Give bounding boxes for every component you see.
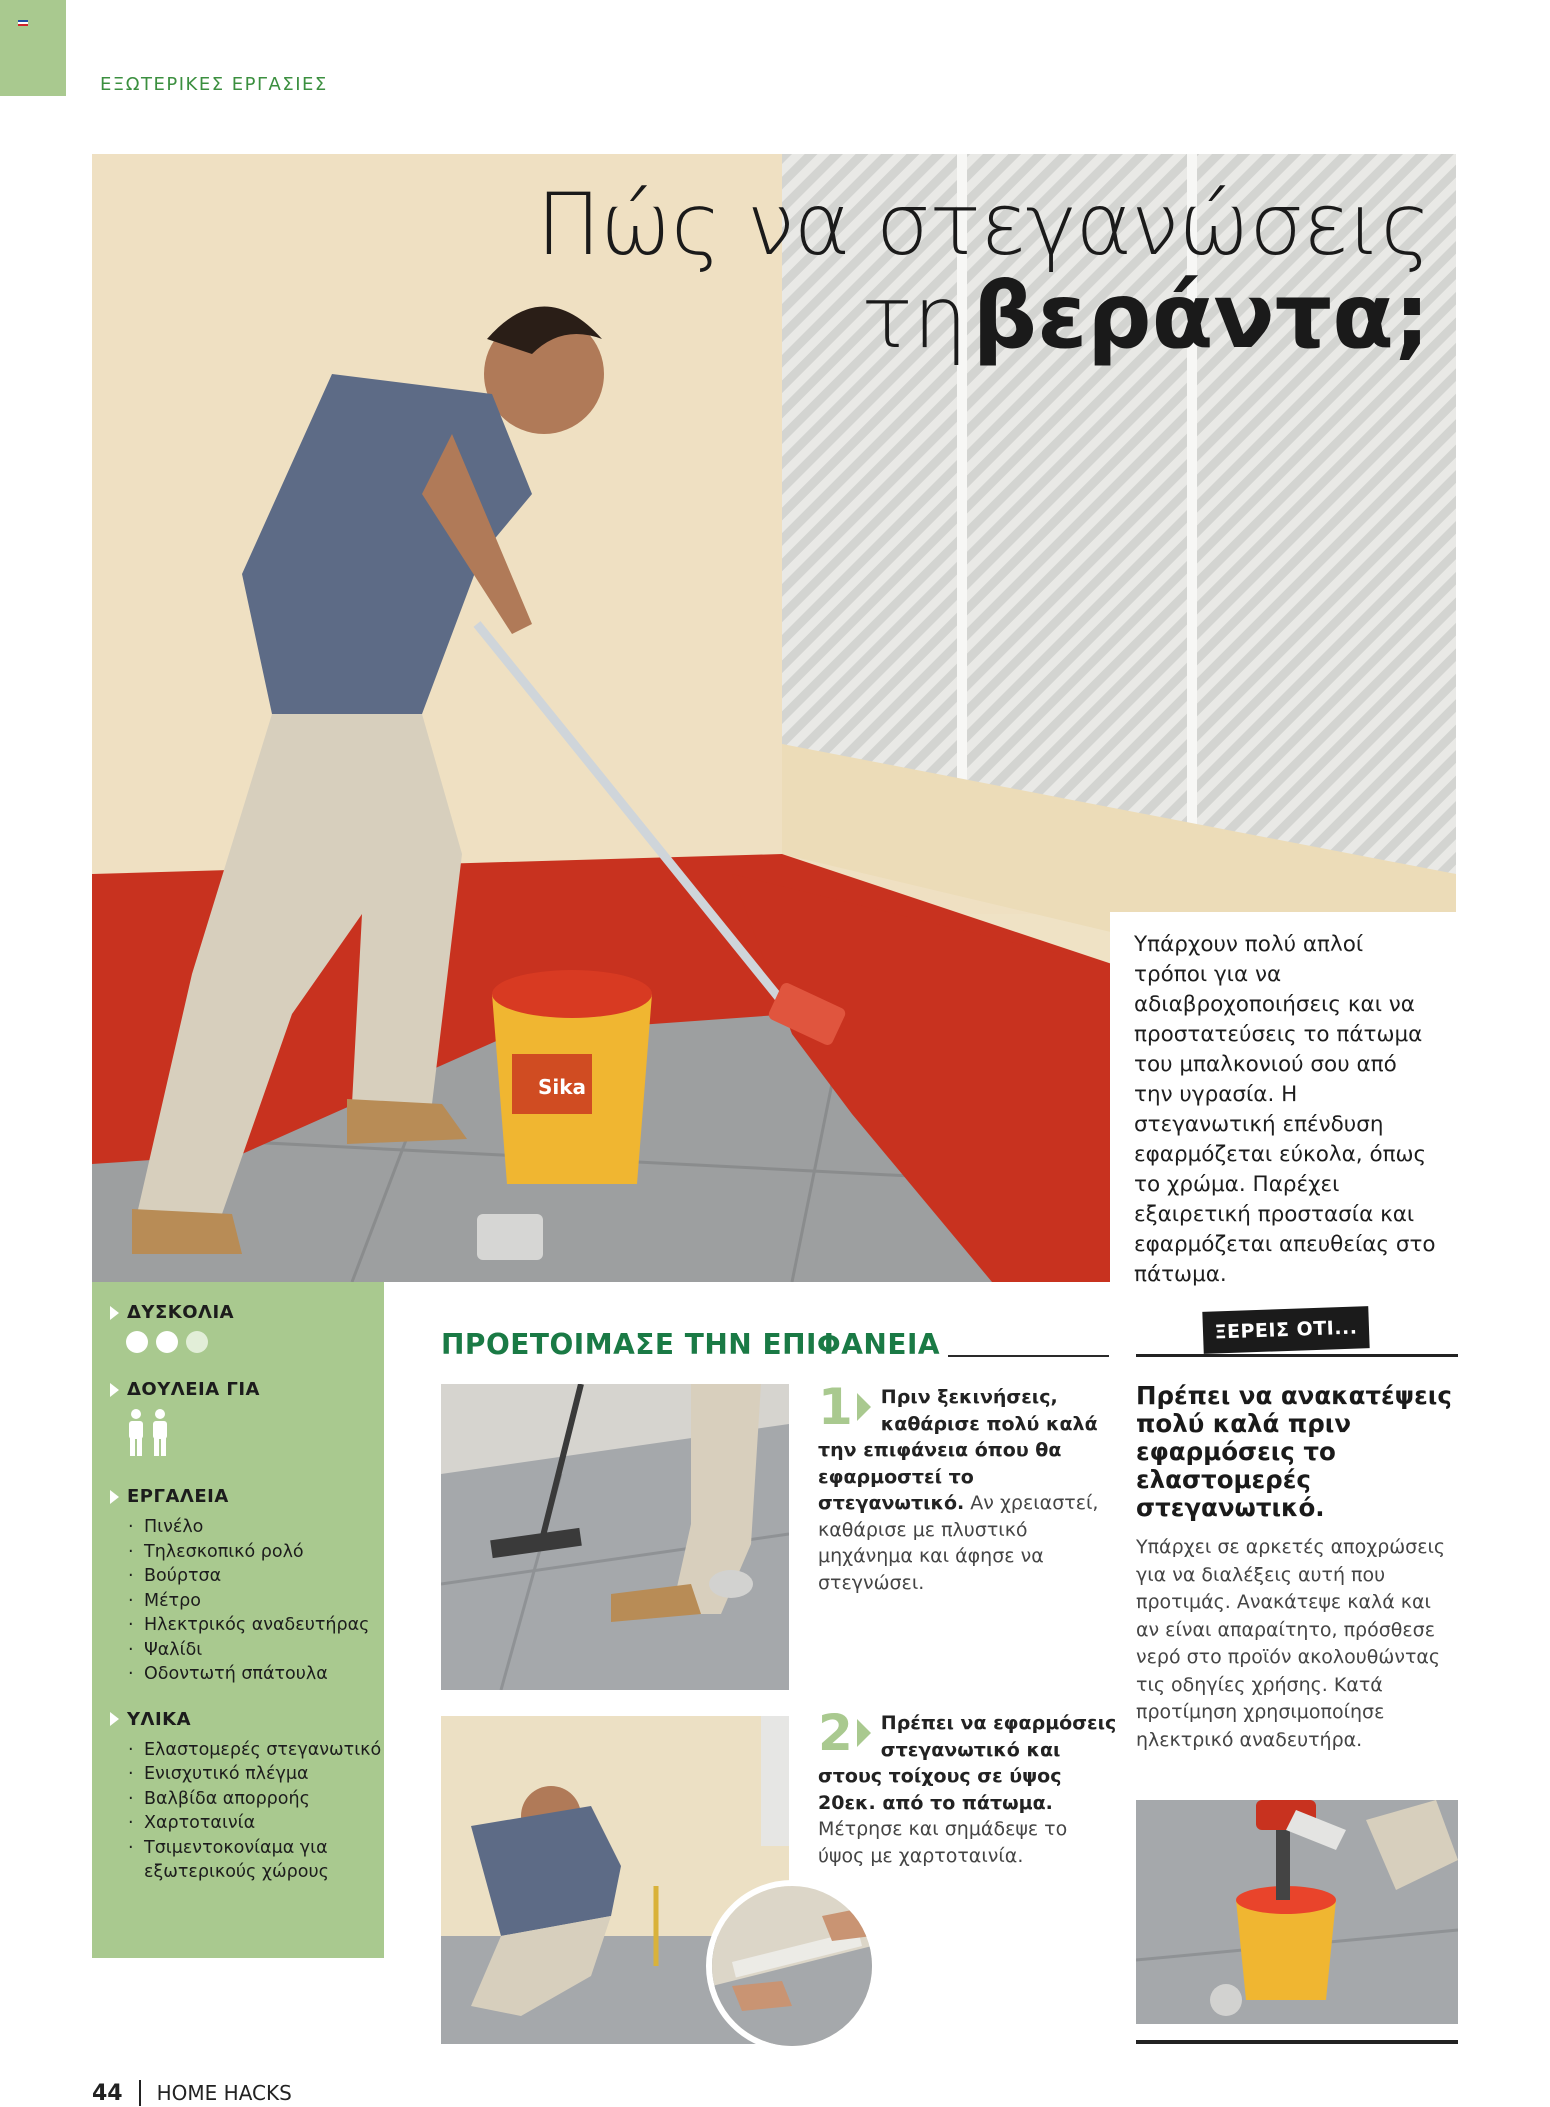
bullet-arrow-icon <box>110 1712 119 1726</box>
work-for-heading <box>114 1379 384 1400</box>
info-sidebar <box>92 1282 384 1958</box>
work-for-label: ΔΟΥΛΕΙΑ ΓΙΑ <box>127 1379 260 1400</box>
step1-text: Αν χρειαστεί, καθάρισε με πλυστικό μηχάνημα και άφησε να στεγνώσει. <box>818 1492 1099 1594</box>
materials-label: ΥΛΙΚΑ <box>127 1708 192 1730</box>
list-item: · Βαλβίδα απορροής <box>126 1787 384 1812</box>
list-item: · Ενισχυτικό πλέγμα <box>126 1762 384 1787</box>
title-line-2-light: τη <box>861 268 968 369</box>
step2-text: Μέτρησε και σημάδεψε το ύψος με χαρτοταινία. <box>818 1818 1068 1867</box>
step-1 <box>818 1378 1118 1596</box>
tape-closeup-illustration <box>712 1886 872 2046</box>
intro-text: Υπάρχουν πολύ απλοί τρόποι για να αδιαβροχοποιήσεις και να προστατεύσεις το πάτωμα του μπαλκονιού σου από την υγρασία. Η στεγανωτική επένδυση εφαρμόζεται εύκολα, όπως το χρώμα. Παρέχει εξαιρετική προστασία και εφαρμόζεται απευθείας στο πάτωμα. <box>1110 912 1458 1282</box>
mixing-illustration <box>1136 1800 1458 2024</box>
mixing-photo <box>1136 1800 1458 2024</box>
difficulty-heading <box>114 1302 384 1323</box>
step-2 <box>818 1704 1118 1869</box>
know-rule <box>1136 1354 1458 1357</box>
page-footer <box>92 2080 292 2106</box>
person-icon <box>150 1408 170 1458</box>
difficulty-dot-empty-icon <box>186 1331 208 1353</box>
step-arrow-icon <box>857 1393 871 1421</box>
list-item: · Ηλεκτρικός αναδευτήρας <box>126 1613 384 1638</box>
difficulty-rating <box>126 1331 384 1353</box>
step2-number: 2 <box>818 1704 853 1762</box>
did-you-know-title: Πρέπει να ανακατέψεις πολύ καλά πριν εφαρμόσεις το ελαστομερές στεγανωτικό. <box>1136 1381 1452 1522</box>
tools-heading <box>114 1486 384 1507</box>
materials-list <box>126 1738 384 1885</box>
page-title <box>536 175 1430 370</box>
step2-inset-photo <box>706 1880 878 2052</box>
bucket-brand: Sika <box>537 1075 587 1099</box>
list-item: · Ψαλίδι <box>126 1638 384 1663</box>
magazine-name: HOME HACKS <box>156 2081 292 2105</box>
list-item: · Μέτρο <box>126 1589 384 1614</box>
list-item: · Τηλεσκοπικό ρολό <box>126 1540 384 1565</box>
prep-heading <box>441 1327 1109 1361</box>
step1-number: 1 <box>818 1378 853 1436</box>
footer-separator <box>139 2080 141 2106</box>
tools-list <box>126 1515 384 1687</box>
list-item: · Τσιμεντοκονίαμα για εξωτερικούς χώρους <box>126 1836 384 1885</box>
did-you-know-badge: ΞΕΡΕΙΣ ΟΤΙ... <box>1202 1306 1369 1354</box>
page-number: 44 <box>92 2080 123 2106</box>
step2-bold-text: Πρέπει να εφαρμόσεις στεγανωτικό και στους τοίχους σε ύψος 20εκ. από το πάτωμα. <box>818 1712 1117 1814</box>
person-icon <box>126 1408 146 1458</box>
heading-rule <box>948 1355 1109 1357</box>
title-line-1: Πώς να στεγανώσεις <box>536 175 1430 275</box>
bullet-arrow-icon <box>110 1383 119 1397</box>
tools-label: ΕΡΓΑΛΕΙΑ <box>127 1486 229 1507</box>
prep-heading-text: ΠΡΟΕΤΟΙΜΑΣΕ ΤΗΝ ΕΠΙΦΑΝΕΙΑ <box>441 1328 941 1361</box>
list-item: · Ελαστομερές στεγανωτικό <box>126 1738 384 1763</box>
materials-heading <box>114 1709 384 1730</box>
corner-tab <box>0 0 66 96</box>
step-arrow-icon <box>857 1719 871 1747</box>
step1-photo <box>441 1384 789 1690</box>
title-line-2-bold: βεράντα; <box>972 264 1430 370</box>
bottom-rule <box>1136 2040 1458 2044</box>
difficulty-dot-filled-icon <box>126 1331 148 1353</box>
step1-illustration <box>441 1384 789 1690</box>
difficulty-label: ΔΥΣΚΟΛΙΑ <box>127 1302 235 1323</box>
people-count <box>126 1408 384 1458</box>
list-item: · Βούρτσα <box>126 1564 384 1589</box>
step1-bold-text: Πριν ξεκινήσεις, καθάρισε πολύ καλά την επιφάνεια όπου θα εφαρμοστεί το στεγανωτικό. <box>818 1386 1098 1514</box>
bullet-arrow-icon <box>110 1306 119 1320</box>
list-item: · Πινέλο <box>126 1515 384 1540</box>
difficulty-dot-filled-icon <box>156 1331 178 1353</box>
greek-flag-icon <box>18 20 28 26</box>
list-item: · Οδοντωτή σπάτουλα <box>126 1662 384 1687</box>
section-label: ΕΞΩΤΕΡΙΚΕΣ ΕΡΓΑΣΙΕΣ <box>100 74 328 95</box>
list-item: · Χαρτοταινία <box>126 1811 384 1836</box>
did-you-know-text: Υπάρχει σε αρκετές αποχρώσεις για να διαλέξεις αυτή που προτιμάς. Ανακάτεψε καλά και αν είναι απαραίτητο, πρόσθεσε νερό στο προϊόν ακολουθώντας τις οδηγίες χρήσης. Κατά προτίμηση χρησιμοποίησε ηλεκτρικό αναδευτήρα. <box>1136 1536 1446 1751</box>
bullet-arrow-icon <box>110 1490 119 1504</box>
